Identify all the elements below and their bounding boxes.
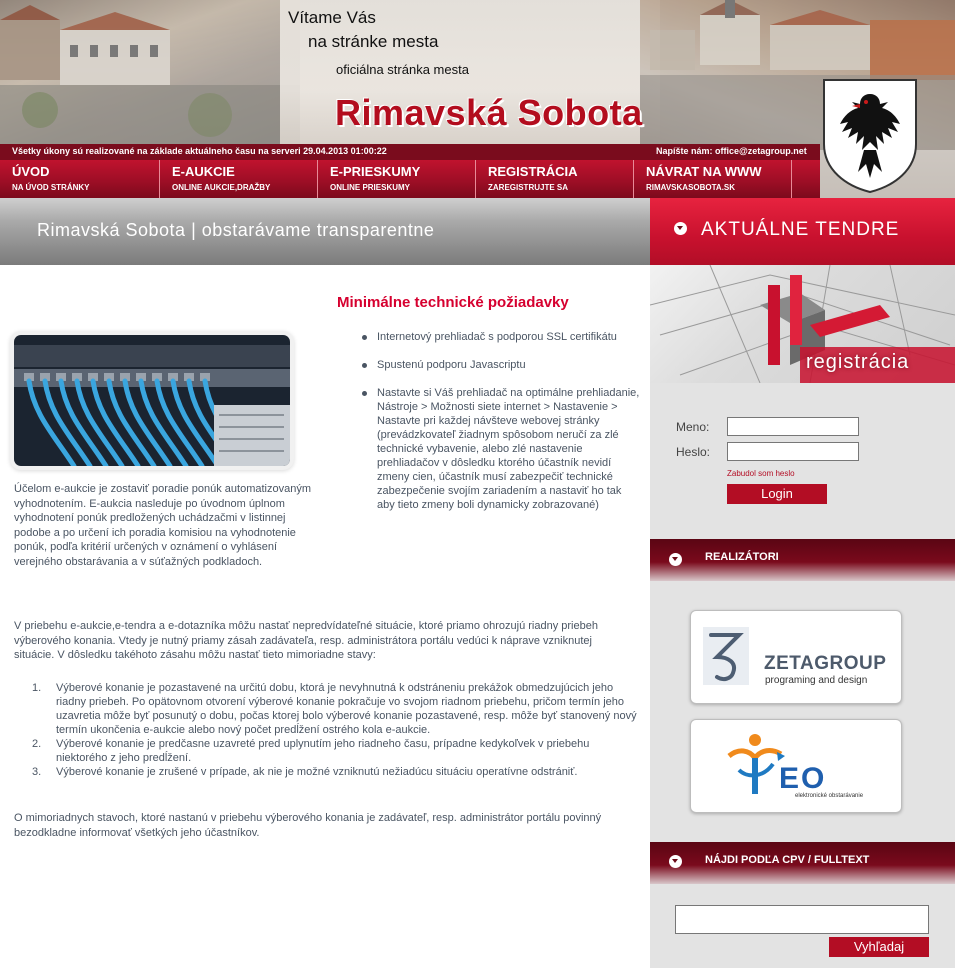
- chevron-down-icon: [669, 855, 682, 868]
- password-label: Heslo:: [676, 445, 711, 459]
- tagline-text: Rimavská Sobota | obstarávame transparentne: [37, 220, 435, 240]
- city-title: Rimavská Sobota: [335, 92, 643, 133]
- search-button[interactable]: Vyhľadaj: [829, 937, 929, 957]
- list-number: 2.: [32, 738, 42, 750]
- search-title: NÁJDI PODĽA CPV / FULLTEXT: [705, 854, 870, 866]
- chevron-down-icon: [674, 222, 687, 235]
- tech-requirements-heading: Minimálne technické požiadavky: [337, 294, 569, 311]
- nav-item-title: E-AUKCIE: [172, 164, 235, 179]
- nav-item-title: ÚVOD: [12, 164, 50, 179]
- list-item: Nastavte si Váš prehliadač na optimálne prehliadanie, Nástroje > Možnosti siete internet > Nastavenie > Nastavte pri každej návšteve webovej stránky (prevádzkovateľ žiadnym spôsobom neručí za zlé technické vybavenie, alebo zlé nastavenie prehliadačov v dôsledku ktorého účastník nevidí zmeny cien, účastník musí zabezpečiť technické zabezpečenie svojím zariadením a nastaviť ho tak aby tieto zmeny boli dynamicky zobrazované): [358, 386, 640, 512]
- registration-label: registrácia: [806, 351, 910, 373]
- tagline-banner: [0, 198, 650, 265]
- nav-item-title: E-PRIESKUMY: [330, 164, 421, 179]
- info-bar: [0, 144, 820, 160]
- nav-item-subtitle: RIMAVSKASOBOTA.SK: [646, 183, 736, 192]
- network-cables-illustration: [14, 335, 290, 466]
- current-tenders-title: AKTUÁLNE TENDRE: [701, 219, 900, 240]
- list-item: Spustenú podporu Javascriptu: [358, 358, 640, 372]
- registration-banner[interactable]: [650, 265, 955, 383]
- realizers-header: [650, 539, 955, 581]
- nav-item-registracia[interactable]: [476, 160, 634, 198]
- server-time-notice: Všetky úkony sú realizované na základe aktuálneho času na serveri 29.04.2013 01:00:22: [12, 146, 387, 156]
- outro-paragraph: O mimoriadnych stavoch, ktoré nastanú v priebehu výberového konania je zadávateľ, resp. administrátor portálu povinný bezodkladne informovať všetkých jeho účastníkov.: [14, 812, 602, 839]
- town-buildings-left: [0, 0, 300, 150]
- list-text: Výberové konanie je predčasne uzavreté pred uplynutím jeho riadneho času, prípadne kedykoľvek v priebehu niektorého z jeho predĺžení.: [56, 738, 590, 764]
- eo-logo-card[interactable]: [690, 719, 902, 813]
- search-header: [650, 842, 955, 884]
- forgot-password-link[interactable]: Zabudol som heslo: [727, 469, 795, 478]
- welcome-line-2: na stránke mesta: [308, 32, 439, 51]
- list-number: 1.: [32, 682, 42, 694]
- nav-item-subtitle: ONLINE AUKCIE,DRAŽBY: [172, 183, 271, 192]
- list-item: [14, 765, 642, 779]
- nav-item-uvod[interactable]: [0, 160, 160, 198]
- username-label: Meno:: [676, 420, 710, 434]
- nav-item-e-prieskumy[interactable]: [318, 160, 476, 198]
- intro-paragraph: Účelom e-aukcie je zostaviť poradie ponúk automatizovaným vyhodnotením. E-aukcia nasleduje po úvodnom úplnom vyhodnotení ponúk predložených uchádzačmi v listinnej podobe a po určení ich poradia komisiou na vyhodnotenie ponúk, podľa kritérií určených v oznámení o vyhlásení verejného obstarávania a v súťažných podkladoch.: [14, 483, 311, 568]
- eo-tagline: elektronické obstarávanie: [795, 793, 864, 799]
- realizers-title: REALIZÁTORI: [705, 551, 779, 563]
- zetagroup-name: ZETAGROUP: [764, 653, 887, 674]
- nav-item-subtitle: ONLINE PRIESKUMY: [330, 183, 411, 192]
- zetagroup-logo-icon: [703, 627, 749, 685]
- nav-item-subtitle: ZAREGISTRUJTE SA: [488, 183, 569, 192]
- nav-item-e-aukcie[interactable]: [160, 160, 318, 198]
- list-item: [14, 681, 642, 737]
- nav-item-title: NÁVRAT NA WWW: [646, 164, 762, 179]
- list-item: [14, 737, 642, 765]
- nav-item-subtitle: NA ÚVOD STRÁNKY: [12, 183, 90, 192]
- search-input[interactable]: [675, 905, 929, 934]
- list-number: 3.: [32, 766, 42, 778]
- tech-requirements-list: [358, 330, 640, 512]
- town-photo-left: [0, 0, 300, 150]
- list-item: Internetový prehliadač s podporou SSL certifikátu: [358, 330, 640, 344]
- main-navigation: [0, 160, 820, 198]
- welcome-line-1: Vítame Vás: [288, 8, 376, 27]
- current-tenders-header[interactable]: [650, 198, 955, 265]
- nav-item-title: REGISTRÁCIA: [488, 164, 578, 179]
- official-subtitle: oficiálna stránka mesta: [336, 62, 469, 77]
- zetagroup-logo-card[interactable]: [690, 610, 902, 704]
- login-button[interactable]: Login: [727, 484, 827, 504]
- network-switch-photo: [14, 335, 290, 466]
- contact-email[interactable]: Napíšte nám: office@zetagroup.net: [656, 146, 807, 156]
- list-text: Výberové konanie je zrušené v prípade, ak nie je možné vzniknutú nežiadúcu situáciu operatívne odstrániť.: [56, 766, 578, 778]
- zetagroup-tagline: programing and design: [765, 675, 868, 686]
- eo-name: EO: [779, 762, 827, 795]
- eo-logo-icon: [725, 730, 785, 802]
- situations-paragraph: V priebehu e-aukcie,e-tendra a e-dotazníka môžu nastať nepredvídateľné situácie, ktoré priamo ohrozujú riadny priebeh výberového konania. Vtedy je nutný priamy zásah zadávateľa, resp. administrátora portálu vedúci k náprave vzniknutej situácie. V dôsledku takéhoto zásahu môžu nastať tieto mimoriadne stavy:: [14, 620, 598, 661]
- username-input[interactable]: [727, 417, 859, 436]
- password-input[interactable]: [727, 442, 859, 461]
- extraordinary-states-list: [14, 681, 642, 779]
- nav-item-navrat-na-www[interactable]: [634, 160, 792, 198]
- list-text: Výberové konanie je pozastavené na určitú dobu, ktorá je nevyhnutná k odstráneniu prekážok obmedzujúcich jeho riadny priebeh. Po opätovnom otvorení výberové konanie pokračuje vo svojom riadnom priebehu, pričom termín jeho uzavretia môže byť posunutý o dobu, počas ktorej bolo výberové konanie pozastavené, resp. môže byť stanovený nový termín ukončenia e-aukcie alebo nový počet predĺžení ostrého kola e-aukcie.: [56, 682, 637, 736]
- chevron-down-icon: [669, 553, 682, 566]
- coat-of-arms-logo[interactable]: [822, 78, 918, 194]
